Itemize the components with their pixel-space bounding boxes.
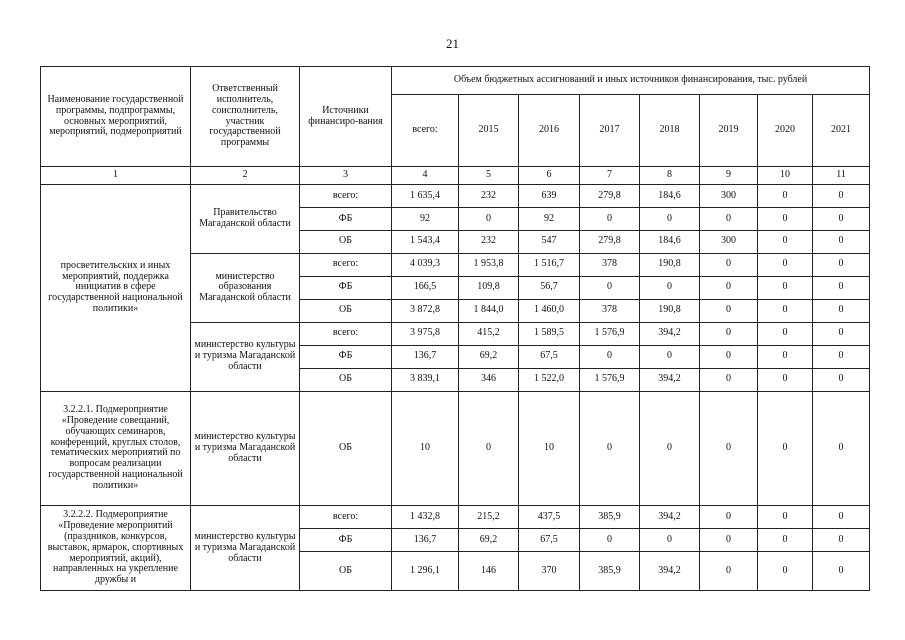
value-2017: 0	[580, 391, 640, 506]
responsible-executor: министерство культуры и туризма Магаданской области	[191, 506, 300, 591]
value-2017: 385,9	[580, 506, 640, 529]
value-2017: 0	[580, 276, 640, 299]
header-year: 2021	[813, 95, 870, 167]
value-2015: 415,2	[459, 322, 519, 345]
funding-source: ФБ	[300, 207, 392, 230]
value-2020: 0	[758, 552, 813, 591]
value-2015: 146	[459, 552, 519, 591]
column-number: 3	[300, 167, 392, 185]
value-total: 1 635,4	[392, 185, 459, 208]
value-2019: 0	[700, 253, 758, 276]
value-2021: 0	[813, 368, 870, 391]
value-2019: 0	[700, 345, 758, 368]
value-2017: 378	[580, 299, 640, 322]
value-2018: 190,8	[640, 253, 700, 276]
table-row	[41, 506, 870, 529]
value-2015: 109,8	[459, 276, 519, 299]
value-2017: 385,9	[580, 552, 640, 591]
value-total: 136,7	[392, 345, 459, 368]
value-2019: 300	[700, 185, 758, 208]
column-number: 2	[191, 167, 300, 185]
value-2020: 0	[758, 185, 813, 208]
value-2020: 0	[758, 345, 813, 368]
funding-source: ОБ	[300, 230, 392, 253]
value-2021: 0	[813, 276, 870, 299]
value-total: 10	[392, 391, 459, 506]
value-2018: 394,2	[640, 322, 700, 345]
value-2016: 56,7	[519, 276, 580, 299]
column-number: 8	[640, 167, 700, 185]
value-2017: 0	[580, 529, 640, 552]
value-2016: 10	[519, 391, 580, 506]
header-responsible: Ответственный исполнитель, соисполнитель, участник государственной программы	[191, 67, 300, 167]
funding-source: всего:	[300, 506, 392, 529]
value-2016: 1 589,5	[519, 322, 580, 345]
value-2015: 232	[459, 230, 519, 253]
value-2018: 394,2	[640, 552, 700, 591]
funding-source: всего:	[300, 322, 392, 345]
value-2016: 92	[519, 207, 580, 230]
value-2017: 279,8	[580, 230, 640, 253]
value-2018: 394,2	[640, 506, 700, 529]
funding-source: ОБ	[300, 299, 392, 322]
value-2018: 0	[640, 391, 700, 506]
value-total: 1 432,8	[392, 506, 459, 529]
table-row	[41, 391, 870, 506]
value-2020: 0	[758, 276, 813, 299]
value-2015: 0	[459, 207, 519, 230]
value-2020: 0	[758, 253, 813, 276]
value-2016: 1 522,0	[519, 368, 580, 391]
value-2016: 1 460,0	[519, 299, 580, 322]
value-2018: 0	[640, 345, 700, 368]
value-2021: 0	[813, 322, 870, 345]
value-2019: 0	[700, 552, 758, 591]
value-2015: 1 844,0	[459, 299, 519, 322]
value-2015: 0	[459, 391, 519, 506]
value-2017: 1 576,9	[580, 322, 640, 345]
column-number: 1	[41, 167, 191, 185]
value-2020: 0	[758, 230, 813, 253]
column-number: 11	[813, 167, 870, 185]
funding-source: ФБ	[300, 345, 392, 368]
responsible-executor: министерство культуры и туризма Магаданской области	[191, 391, 300, 506]
value-2016: 67,5	[519, 529, 580, 552]
value-total: 92	[392, 207, 459, 230]
column-number: 10	[758, 167, 813, 185]
value-2016: 67,5	[519, 345, 580, 368]
value-2019: 0	[700, 368, 758, 391]
value-2019: 0	[700, 506, 758, 529]
value-2015: 215,2	[459, 506, 519, 529]
value-2020: 0	[758, 529, 813, 552]
responsible-executor: Правительство Магаданской области	[191, 185, 300, 254]
value-2019: 0	[700, 391, 758, 506]
column-number: 4	[392, 167, 459, 185]
value-2018: 184,6	[640, 230, 700, 253]
header-year: 2018	[640, 95, 700, 167]
value-2019: 0	[700, 276, 758, 299]
value-2016: 370	[519, 552, 580, 591]
header-year: 2015	[459, 95, 519, 167]
value-total: 1 543,4	[392, 230, 459, 253]
value-2021: 0	[813, 529, 870, 552]
value-2021: 0	[813, 253, 870, 276]
value-2021: 0	[813, 552, 870, 591]
value-2021: 0	[813, 207, 870, 230]
value-2015: 232	[459, 185, 519, 208]
value-2015: 1 953,8	[459, 253, 519, 276]
value-2021: 0	[813, 345, 870, 368]
column-number: 7	[580, 167, 640, 185]
value-total: 1 296,1	[392, 552, 459, 591]
funding-source: ОБ	[300, 391, 392, 506]
responsible-executor: министерство культуры и туризма Магаданской области	[191, 322, 300, 391]
header-name: Наименование государственной программы, подпрограммы, основных мероприятий, мероприятий, подмероприятий	[41, 67, 191, 167]
funding-source: всего:	[300, 185, 392, 208]
column-number: 9	[700, 167, 758, 185]
header-year: 2017	[580, 95, 640, 167]
table-row	[41, 185, 870, 208]
value-2018: 0	[640, 529, 700, 552]
value-2019: 0	[700, 529, 758, 552]
value-2019: 0	[700, 322, 758, 345]
value-2020: 0	[758, 207, 813, 230]
value-2016: 547	[519, 230, 580, 253]
funding-source: всего:	[300, 253, 392, 276]
value-2016: 1 516,7	[519, 253, 580, 276]
header-financing-group: Объем бюджетных ассигнований и иных источников финансирования, тыс. рублей	[392, 67, 870, 95]
value-2020: 0	[758, 299, 813, 322]
value-2021: 0	[813, 230, 870, 253]
value-2019: 0	[700, 207, 758, 230]
column-number: 6	[519, 167, 580, 185]
value-2017: 1 576,9	[580, 368, 640, 391]
page-number: 21	[446, 36, 459, 51]
value-2015: 69,2	[459, 529, 519, 552]
value-2019: 300	[700, 230, 758, 253]
value-total: 3 872,8	[392, 299, 459, 322]
value-total: 3 839,1	[392, 368, 459, 391]
value-total: 3 975,8	[392, 322, 459, 345]
value-2018: 184,6	[640, 185, 700, 208]
value-2021: 0	[813, 185, 870, 208]
value-2018: 0	[640, 276, 700, 299]
value-2021: 0	[813, 391, 870, 506]
value-2020: 0	[758, 322, 813, 345]
budget-table	[40, 66, 870, 591]
value-2017: 378	[580, 253, 640, 276]
value-2018: 190,8	[640, 299, 700, 322]
value-2018: 394,2	[640, 368, 700, 391]
header-total: всего:	[392, 95, 459, 167]
value-2017: 0	[580, 345, 640, 368]
header-year: 2019	[700, 95, 758, 167]
value-2020: 0	[758, 368, 813, 391]
value-2017: 0	[580, 207, 640, 230]
funding-source: ФБ	[300, 276, 392, 299]
value-2021: 0	[813, 299, 870, 322]
header-year: 2020	[758, 95, 813, 167]
measure-name: 3.2.2.1. Подмероприятие «Проведение совещаний, обучающих семинаров, конференций, круглых столов, тематических мероприятий по вопросам реализации государственной национальной политики»	[41, 391, 191, 506]
funding-source: ФБ	[300, 529, 392, 552]
value-total: 4 039,3	[392, 253, 459, 276]
measure-name: 3.2.2.2. Подмероприятие «Проведение мероприятий (праздников, конкурсов, выставок, ярмарок, спортивных мероприятий, акций), направленных на укрепление дружбы и	[41, 506, 191, 591]
header-year: 2016	[519, 95, 580, 167]
value-2015: 69,2	[459, 345, 519, 368]
value-total: 136,7	[392, 529, 459, 552]
measure-name: просветительских и иных мероприятий, поддержка инициатив в сфере государственной национальной политики»	[41, 185, 191, 392]
value-2021: 0	[813, 506, 870, 529]
value-2016: 639	[519, 185, 580, 208]
value-2016: 437,5	[519, 506, 580, 529]
header-sources: Источники финансиро-вания	[300, 67, 392, 167]
funding-source: ОБ	[300, 368, 392, 391]
value-2015: 346	[459, 368, 519, 391]
value-2019: 0	[700, 299, 758, 322]
value-2018: 0	[640, 207, 700, 230]
value-2017: 279,8	[580, 185, 640, 208]
value-total: 166,5	[392, 276, 459, 299]
column-number: 5	[459, 167, 519, 185]
responsible-executor: министерство образования Магаданской области	[191, 253, 300, 322]
value-2020: 0	[758, 506, 813, 529]
column-number-row	[41, 167, 870, 185]
funding-source: ОБ	[300, 552, 392, 591]
value-2020: 0	[758, 391, 813, 506]
